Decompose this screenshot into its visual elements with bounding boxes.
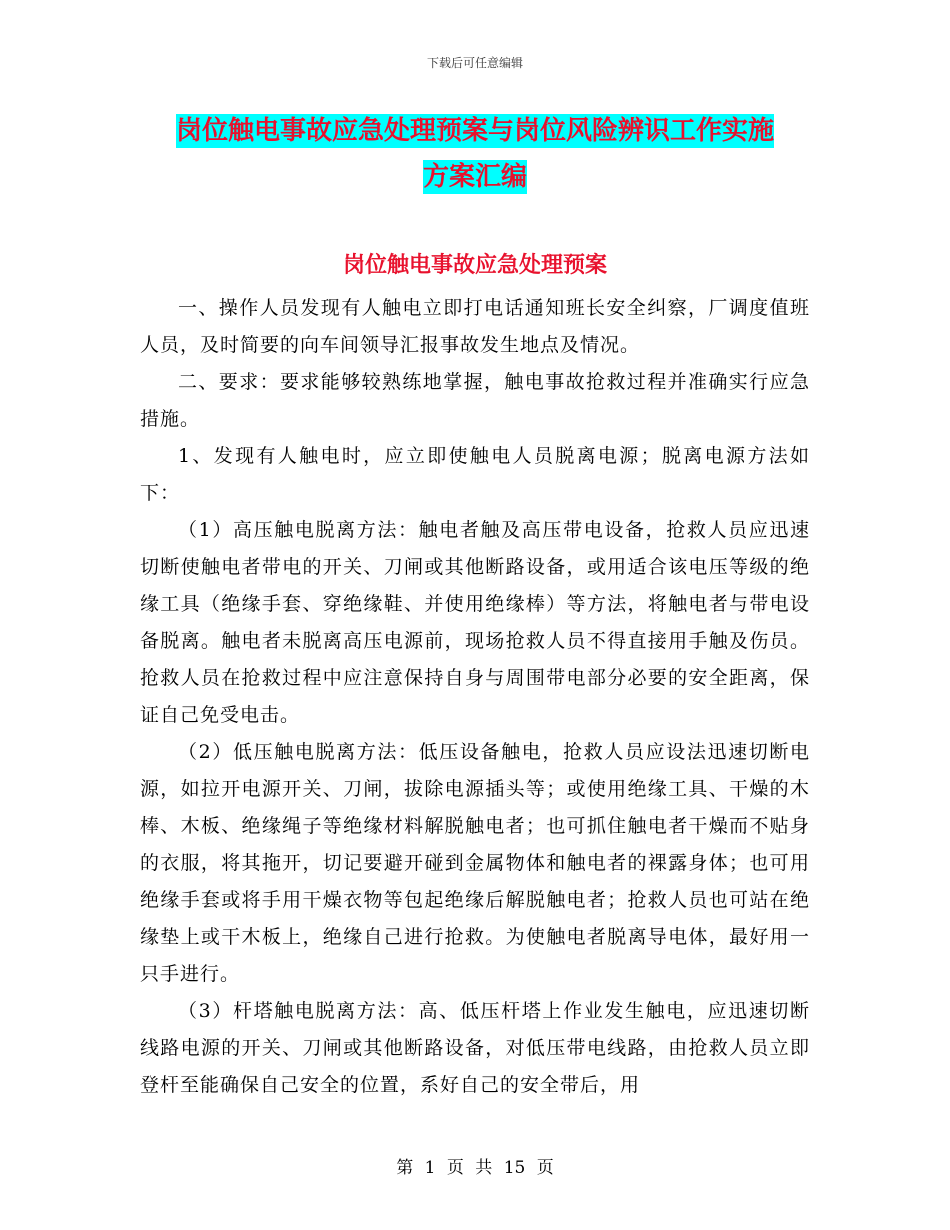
paragraph: 一、操作人员发现有人触电立即打电话通知班长安全纠察，厂调度值班人员，及时简要的向车间领导汇报事故发生地点及情况。 [140, 297, 810, 356]
document-body [140, 290, 810, 1104]
paragraph: （3）杆塔触电脱离方法：高、低压杆塔上作业发生触电，应迅速切断线路电源的开关、刀闸或其他断路设备，对低压带电线路，由抢救人员立即登杆至能确保自己安全的位置，系好自己的安全带后，用 [140, 1000, 810, 1096]
section-title: 岗位触电事故应急处理预案 [342, 253, 607, 278]
paragraph: 二、要求：要求能够较熟练地掌握，触电事故抢救过程并准确实行应急措施。 [140, 371, 810, 430]
paragraph: （1）高压触电脱离方法：触电者触及高压带电设备，抢救人员应迅速切断使触电者带电的开关、刀闸或其他断路设备，或用适合该电压等级的绝缘工具（绝缘手套、穿绝缘鞋、并使用绝缘棒）等方法，将触电者与带电设备脱离。触电者未脱离高压电源前，现场抢救人员不得直接用手触及伤员。抢救人员在抢救过程中应注意保持自身与周围带电部分必要的安全距离，保证自己免受电击。 [140, 519, 810, 726]
paragraph: 1、发现有人触电时，应立即使触电人员脱离电源；脱离电源方法如下： [140, 445, 810, 504]
document-title-line2: 方案汇编 [422, 162, 527, 192]
page-footer: 第 1 页 共 15 页 [396, 1158, 554, 1178]
paragraph: （2）低压触电脱离方法：低压设备触电，抢救人员应设法迅速切断电源，如拉开电源开关、刀闸，拔除电源插头等；或使用绝缘工具、干燥的木棒、木板、绝缘绳子等绝缘材料解脱触电者；也可抓住触电者干燥而不贴身的衣服，将其拖开，切记要避开碰到金属物体和触电者的裸露身体；也可用绝缘手套或将手用干燥衣物等包起绝缘后解脱触电者；抢救人员也可站在绝缘垫上或干木板上，绝缘自己进行抢救。为使触电者脱离导电体，最好用一只手进行。 [140, 741, 810, 985]
header-note: 下载后可任意编辑 [426, 56, 523, 70]
document-title-line1: 岗位触电事故应急处理预案与岗位风险辨识工作实施 [175, 116, 774, 146]
document-title [140, 108, 810, 200]
